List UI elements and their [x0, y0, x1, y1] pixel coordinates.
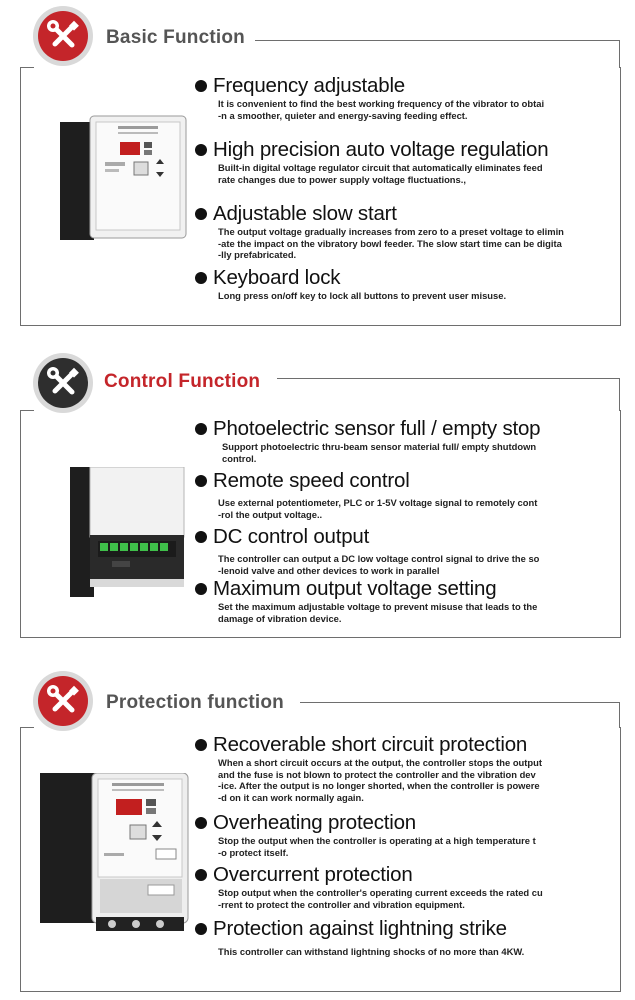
desc-line: This controller can withstand lightning shocks of no more than 4KW.	[218, 946, 525, 957]
desc-line: -n a smoother, quieter and energy-saving feeding effect.	[218, 109, 468, 121]
bullet-icon	[195, 144, 207, 156]
feature-description	[222, 441, 615, 464]
desc-line: -o protect itself.	[218, 846, 289, 858]
panel-right-rule	[619, 702, 620, 728]
bullet-icon	[195, 583, 207, 595]
feature-title: Photoelectric sensor full / empty stop	[213, 417, 541, 440]
panel-top-rule	[20, 410, 34, 411]
controller-device-image	[60, 114, 190, 244]
feature-description	[218, 553, 615, 576]
desc-line: -ice. After the output is no longer shorted, when the controller is powere	[218, 780, 540, 791]
desc-line: control.	[222, 452, 257, 464]
feature-item	[195, 138, 615, 185]
feature-description	[218, 835, 615, 858]
desc-line: When a short circuit occurs at the output, the controller stops the output	[218, 757, 542, 768]
title-rule	[255, 40, 620, 41]
desc-line: damage of vibration device.	[218, 612, 342, 624]
feature-title: High precision auto voltage regulation	[213, 138, 549, 161]
desc-line: The output voltage gradually increases from zero to a preset voltage to elimin	[218, 226, 564, 237]
feature-item	[195, 733, 615, 803]
desc-line: Built-in digital voltage regulator circuit that automatically eliminates feed	[218, 162, 543, 173]
controller-terminal-image	[68, 467, 186, 597]
desc-line: -rrent to protect the controller and vibration equipment.	[218, 898, 465, 910]
feature-item	[195, 917, 615, 958]
panel-top-rule	[20, 67, 34, 68]
desc-line: Set the maximum adjustable voltage to prevent misuse that leads to the	[218, 601, 538, 612]
section-basic-function	[0, 0, 635, 330]
feature-title: Frequency adjustable	[213, 74, 406, 97]
section-control-function	[0, 345, 635, 645]
feature-description	[218, 601, 615, 624]
desc-line: -rol the output voltage..	[218, 508, 323, 520]
bullet-icon	[195, 80, 207, 92]
feature-item	[195, 417, 615, 464]
feature-description	[218, 226, 615, 261]
feature-item	[195, 525, 615, 576]
desc-line: Use external potentiometer, PLC or 1-5V voltage signal to remotely cont	[218, 497, 538, 508]
feature-title: Recoverable short circuit protection	[213, 733, 528, 756]
desc-line: Stop output when the controller's operating current exceeds the rated cu	[218, 887, 543, 898]
bullet-icon	[195, 817, 207, 829]
feature-item	[195, 74, 615, 121]
feature-description	[218, 887, 615, 910]
bullet-icon	[195, 208, 207, 220]
wrench-screwdriver-icon	[33, 353, 93, 413]
desc-line: -lenoid valve and other devices to work in parallel	[218, 564, 440, 576]
desc-line: Support photoelectric thru-beam sensor material full/ empty shutdown	[222, 441, 537, 452]
feature-item	[195, 863, 615, 910]
desc-line: It is convenient to find the best working frequency of the vibrator to obtai	[218, 98, 545, 109]
section-protection-function	[0, 665, 635, 1000]
desc-line: -lly prefabricated.	[218, 249, 297, 260]
desc-line: The controller can output a DC low voltage control signal to drive the so	[218, 553, 540, 564]
feature-item	[195, 202, 615, 261]
feature-title: Adjustable slow start	[213, 202, 397, 225]
desc-line: -d on it can work normally again.	[218, 791, 364, 803]
feature-item	[195, 577, 615, 624]
bullet-icon	[195, 923, 207, 935]
section-title: Basic Function	[106, 27, 245, 48]
section-badge	[33, 6, 93, 66]
section-badge	[33, 671, 93, 731]
wrench-screwdriver-icon	[33, 671, 93, 731]
section-badge	[33, 353, 93, 413]
desc-line: Long press on/off key to lock all buttons to prevent user misuse.	[218, 290, 507, 301]
title-rule	[300, 702, 620, 703]
feature-description	[218, 290, 615, 302]
bullet-icon	[195, 739, 207, 751]
wrench-screwdriver-icon	[33, 6, 93, 66]
section-title: Control Function	[104, 371, 261, 392]
desc-line: Stop the output when the controller is operating at a high temperature t	[218, 835, 536, 846]
feature-title: Keyboard lock	[213, 266, 341, 289]
desc-line: and the fuse is not blown to protect the controller and the vibration dev	[218, 768, 536, 780]
bullet-icon	[195, 869, 207, 881]
controller-device-image	[40, 773, 190, 933]
desc-line: -ate the impact on the vibratory bowl feeder. The slow start time can be digita	[218, 237, 562, 249]
feature-item	[195, 469, 615, 520]
section-title: Protection function	[106, 692, 284, 713]
feature-description	[218, 946, 615, 958]
feature-item	[195, 266, 615, 302]
feature-description	[218, 98, 615, 121]
bullet-icon	[195, 272, 207, 284]
feature-description	[218, 162, 615, 185]
feature-title: Maximum output voltage setting	[213, 577, 497, 600]
bullet-icon	[195, 475, 207, 487]
feature-item	[195, 811, 615, 858]
feature-title: Overcurrent protection	[213, 863, 413, 886]
panel-right-rule	[619, 378, 620, 411]
bullet-icon	[195, 531, 207, 543]
feature-description	[218, 497, 615, 520]
feature-title: Overheating protection	[213, 811, 417, 834]
feature-description	[218, 757, 615, 803]
title-rule	[277, 378, 620, 379]
panel-top-rule	[20, 727, 34, 728]
feature-title: Protection against lightning strike	[213, 917, 507, 940]
feature-title: DC control output	[213, 525, 370, 548]
panel-right-rule	[619, 40, 620, 68]
desc-line: rate changes due to power supply voltage fluctuations.,	[218, 173, 466, 185]
bullet-icon	[195, 423, 207, 435]
feature-title: Remote speed control	[213, 469, 410, 492]
